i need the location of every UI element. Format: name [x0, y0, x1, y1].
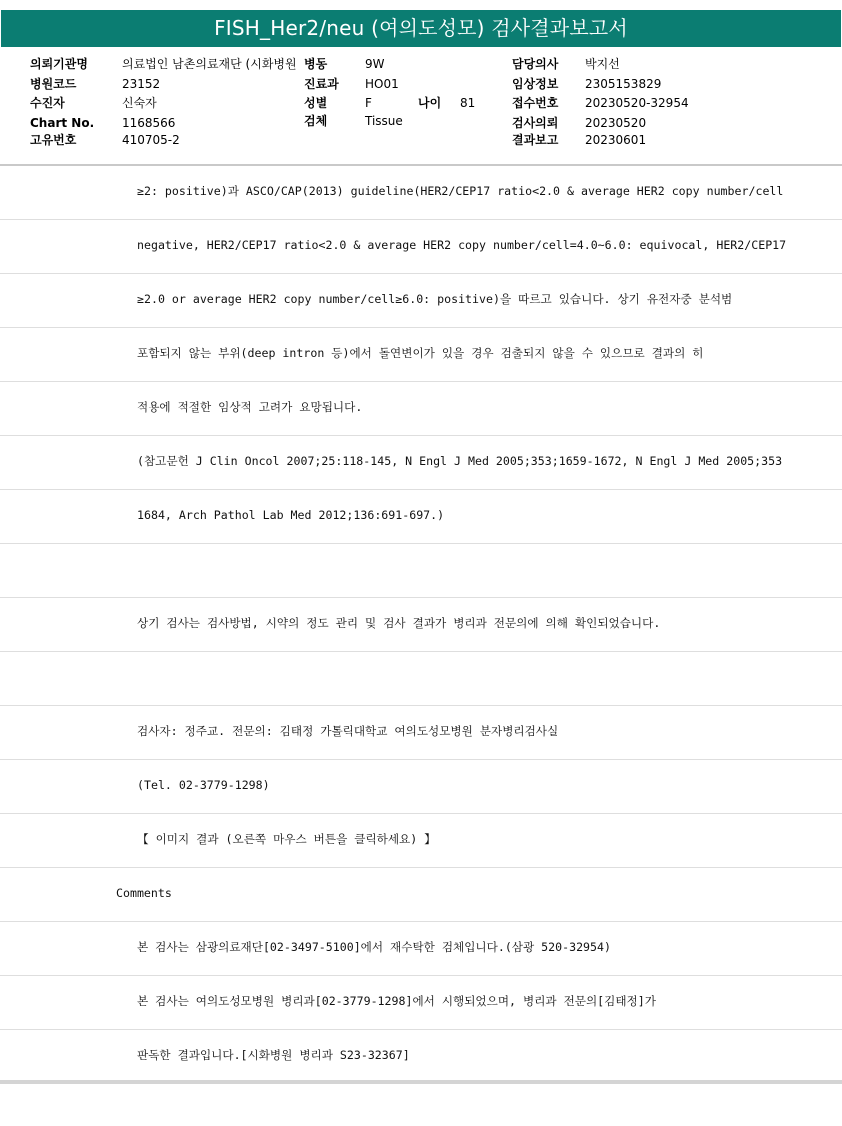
institution-value: 의료법인 남촌의료재단 (시화병원: [122, 57, 297, 71]
comment-line: 본 검사는 삼광의료재단[02-3497-5100]에서 재수탁한 검체입니다.(삼광 520-32954): [137, 940, 611, 954]
patient-info-header: [0, 55, 842, 164]
comment-line: 판독한 결과입니다.[시화병원 병리과 S23-32367]: [137, 1048, 410, 1062]
report-line: ≥2: positive)과 ASCO/CAP(2013) guideline(HER2/CEP17 ratio<2.0 & average HER2 copy number/cell: [137, 184, 784, 198]
footer-divider: [0, 1080, 842, 1084]
clinical-info-label: 임상정보: [512, 77, 559, 91]
age-label: 나이: [418, 96, 442, 110]
report-row-empty: [0, 544, 842, 598]
doctor-value: 박지선: [585, 57, 620, 71]
report-date-value: 20230601: [585, 133, 647, 147]
image-result-link[interactable]: 【 이미지 결과 (오른쪽 마우스 버튼을 클릭하세요) 】: [137, 832, 436, 846]
report-row: [0, 760, 842, 814]
report-row: [0, 166, 842, 220]
report-line: ≥2.0 or average HER2 copy number/cell≥6.0: positive)을 따르고 있습니다. 상기 유전자중 분석범: [137, 292, 733, 306]
request-date-label: 검사의뢰: [512, 116, 559, 130]
report-line: 검사자: 정주교. 전문의: 김태정 가톨릭대학교 여의도성모병원 분자병리검사실: [137, 724, 559, 738]
report-line: (참고문헌 J Clin Oncol 2007;25:118-145, N Engl J Med 2005;353;1659-1672, N Engl J Med 2005;353: [137, 454, 783, 468]
hospital-code-value: 23152: [122, 77, 161, 91]
comments-heading: Comments: [116, 886, 172, 900]
department-label: 진료과: [304, 77, 339, 91]
age-value: 81: [460, 96, 476, 110]
receipt-no-label: 접수번호: [512, 96, 559, 110]
hospital-code-label: 병원코드: [30, 77, 77, 91]
report-row: [0, 328, 842, 382]
unique-id-value: 410705-2: [122, 133, 180, 147]
report-line: 포함되지 않는 부위(deep intron 등)에서 돌연변이가 있을 경우 검출되지 않을 수 있으므로 결과의 히: [137, 346, 704, 360]
comment-line: 본 검사는 여의도성모병원 병리과[02-3779-1298]에서 시행되었으며, 병리과 전문의[김태정]가: [137, 994, 656, 1008]
comment-row: [0, 976, 842, 1030]
report-title: FISH_Her2/neu (여의도성모) 검사결과보고서: [1, 10, 841, 47]
report-line: negative, HER2/CEP17 ratio<2.0 & average HER2 copy number/cell=4.0~6.0: equivocal, HER2/CEP17: [137, 238, 787, 252]
report-row: [0, 382, 842, 436]
image-result-row[interactable]: [0, 814, 842, 868]
report-row: [0, 436, 842, 490]
report-line: 1684, Arch Pathol Lab Med 2012;136:691-697.): [137, 508, 445, 522]
report-row: [0, 274, 842, 328]
clinical-info-value: 2305153829: [585, 77, 662, 91]
sex-label: 성별: [304, 96, 328, 110]
report-row: [0, 490, 842, 544]
report-row-empty: [0, 652, 842, 706]
institution-label: 의뢰기관명: [30, 57, 88, 71]
report-line: (Tel. 02-3779-1298): [137, 778, 270, 792]
ward-value: 9W: [365, 57, 385, 71]
patient-name-label: 수진자: [30, 96, 65, 110]
comment-row: [0, 1030, 842, 1083]
doctor-label: 담당의사: [512, 57, 559, 71]
ward-label: 병동: [304, 57, 328, 71]
comment-row: [0, 922, 842, 976]
title-bar: [0, 0, 842, 55]
specimen-label: 검체: [304, 114, 328, 128]
comments-heading-row: [0, 868, 842, 922]
chart-no-value: 1168566: [122, 116, 176, 130]
patient-name-value: 신숙자: [122, 96, 157, 110]
report-row: [0, 220, 842, 274]
report-line: 상기 검사는 검사방법, 시약의 정도 관리 및 검사 결과가 병리과 전문의에 의해 확인되었습니다.: [137, 616, 661, 630]
report-row: [0, 598, 842, 652]
department-value: HO01: [365, 77, 399, 91]
report-body: [0, 166, 842, 1083]
receipt-no-value: 20230520-32954: [585, 96, 689, 110]
chart-no-label: Chart No.: [30, 116, 95, 130]
sex-value: F: [365, 96, 372, 110]
report-line: 적용에 적절한 임상적 고려가 요망됩니다.: [137, 400, 363, 414]
request-date-value: 20230520: [585, 116, 647, 130]
unique-id-label: 고유번호: [30, 133, 77, 147]
report-date-label: 결과보고: [512, 133, 559, 147]
specimen-value: Tissue: [365, 114, 403, 128]
report-row: [0, 706, 842, 760]
